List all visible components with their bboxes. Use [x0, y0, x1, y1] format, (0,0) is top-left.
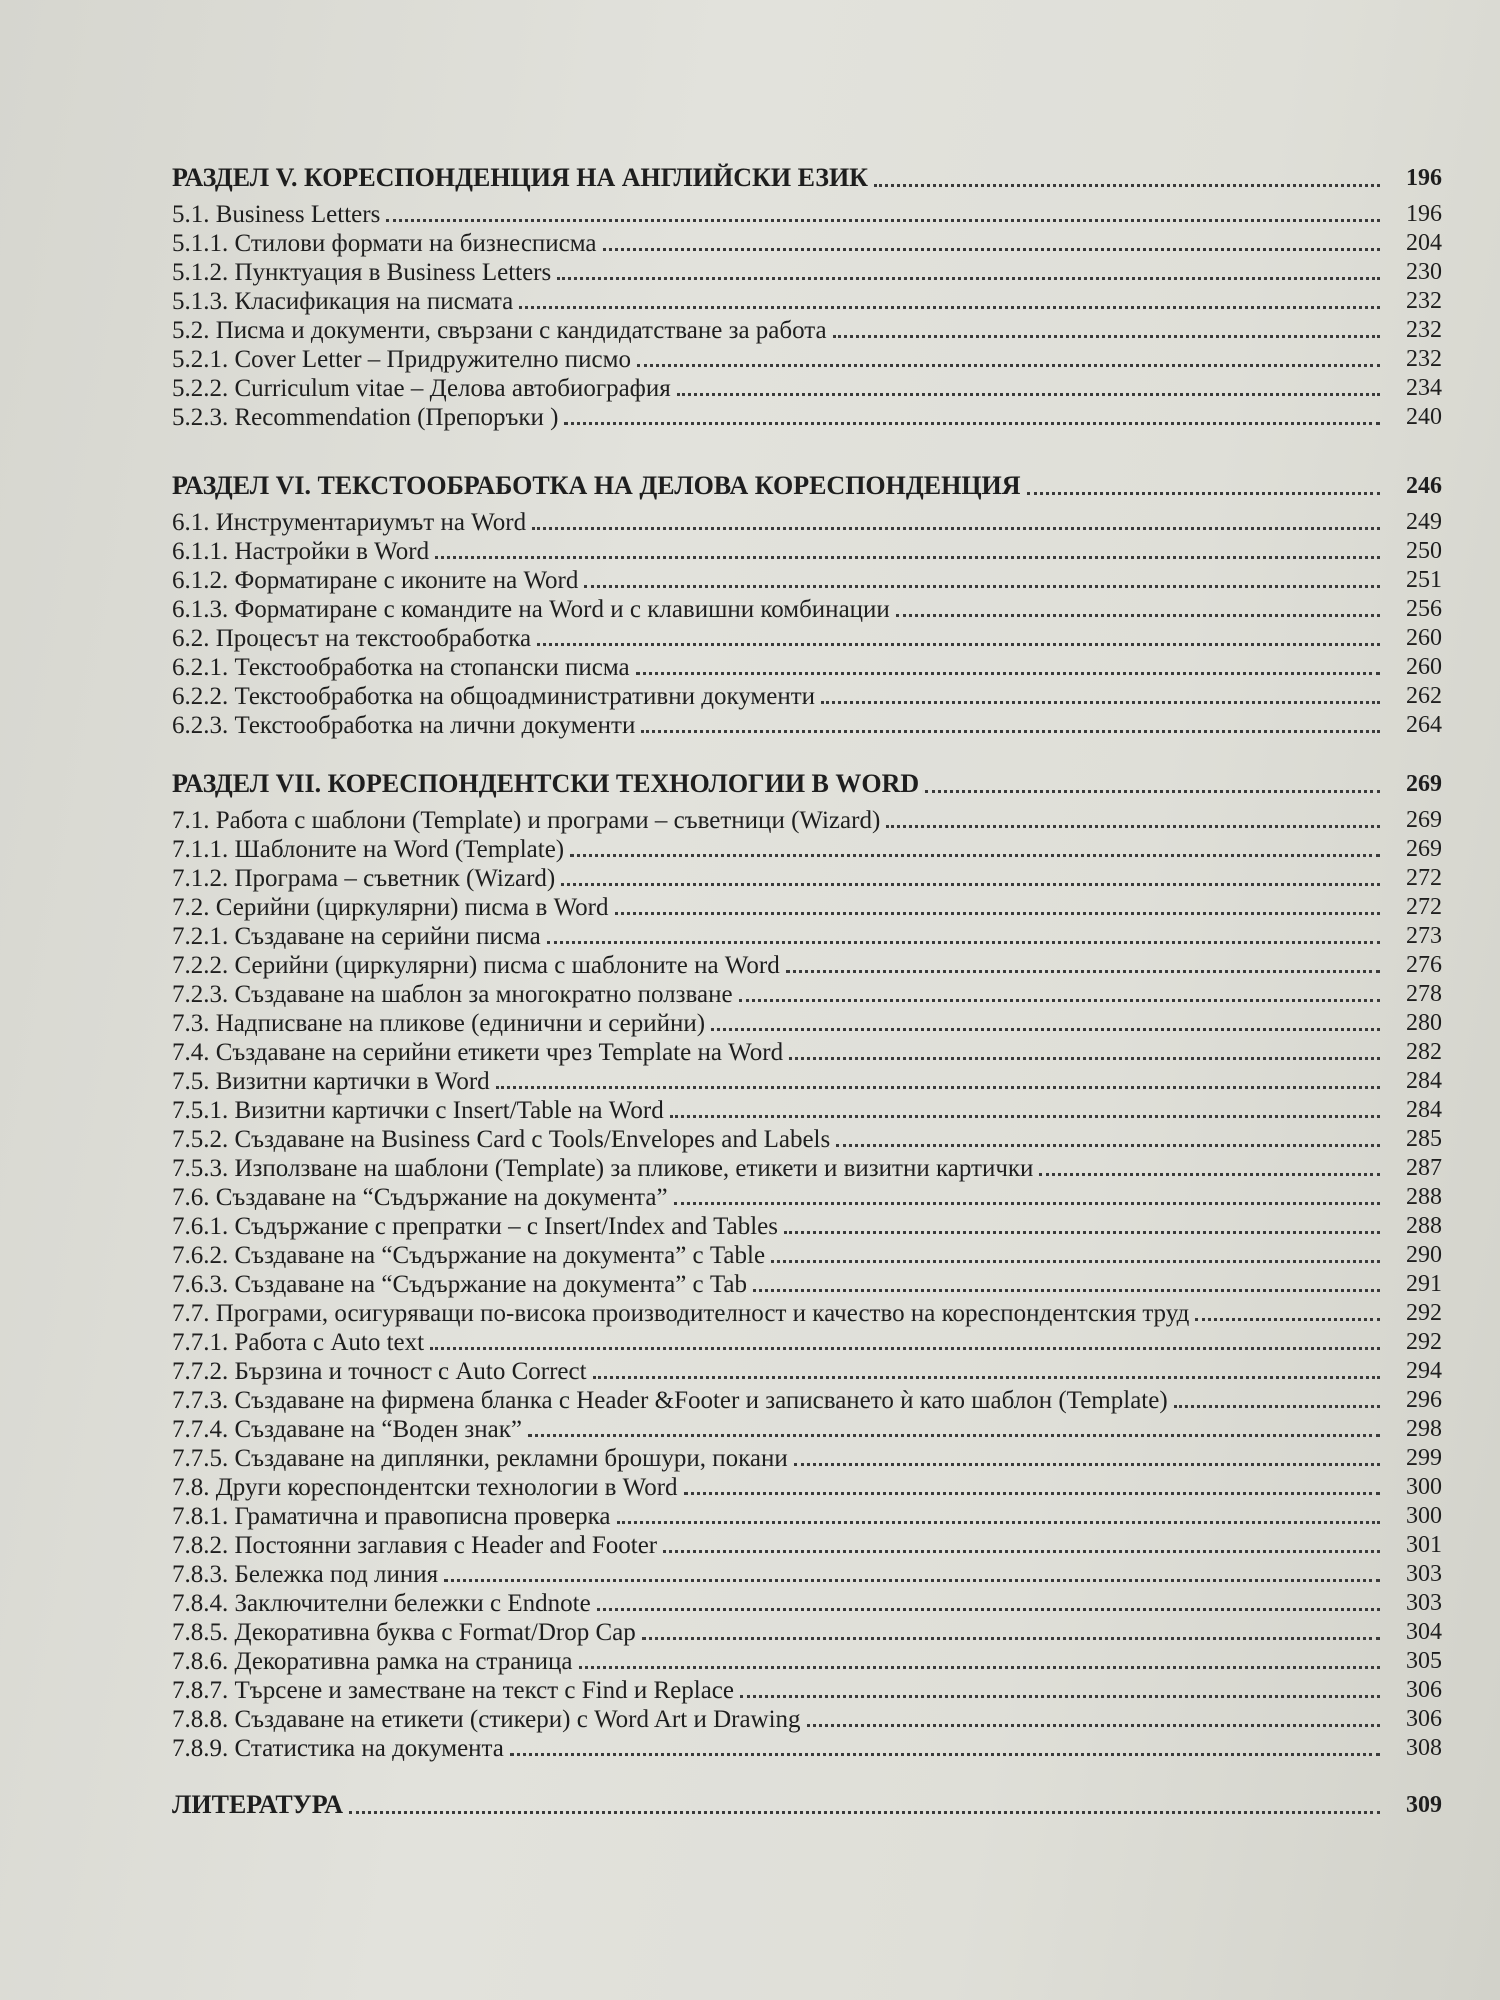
- toc-entry-title: 6.1.3. Форматиране с командите на Word и с клавишни комбинации: [172, 596, 890, 623]
- toc-entry-title: 7.7.2. Бързина и точност с Auto Correct: [172, 1358, 587, 1385]
- toc-entry: [172, 200, 1442, 229]
- toc-entry-title: РАЗДЕЛ V. КОРЕСПОНДЕНЦИЯ НА АНГЛИЙСКИ ЕЗИК: [172, 163, 869, 192]
- toc-entry: [172, 864, 1442, 893]
- toc-page-number: 294: [1406, 1358, 1442, 1384]
- toc-page-number: 303: [1406, 1561, 1442, 1587]
- toc-page-number: 260: [1406, 654, 1442, 680]
- dot-leader: [786, 970, 1380, 973]
- toc-entry-title: 7.7. Програми, осигуряващи по-висока производителност и качество на кореспондентския труд: [172, 1300, 1190, 1327]
- toc-entry: [172, 1096, 1442, 1125]
- toc-page-number: 250: [1406, 538, 1442, 564]
- toc-entry-title: 5.2.2. Curriculum vitae – Делова автобиография: [172, 375, 671, 402]
- toc-entry: [172, 806, 1442, 835]
- toc-entry-title: РАЗДЕЛ VII. КОРЕСПОНДЕНТСКИ ТЕХНОЛОГИИ В WORD: [172, 769, 920, 798]
- toc-page-number: 246: [1406, 473, 1442, 499]
- toc-entry-title: 5.2.1. Cover Letter – Придружително писмо: [172, 346, 631, 373]
- toc-entry: [172, 1125, 1442, 1154]
- dot-leader: [1195, 1318, 1380, 1321]
- toc-section-heading: [172, 150, 1442, 200]
- toc-entry: [172, 374, 1442, 403]
- dot-leader: [684, 1492, 1380, 1495]
- toc-page-number: 288: [1406, 1184, 1442, 1210]
- toc-page-number: 306: [1406, 1677, 1442, 1703]
- toc-entry: [172, 980, 1442, 1009]
- toc-entry-title: 7.6.3. Създаване на “Съдържание на документа” с Tab: [172, 1271, 748, 1298]
- toc-page-number: 251: [1406, 567, 1442, 593]
- toc-section: [172, 756, 1442, 1763]
- toc-entry-title: 7.5.3. Използване на шаблони (Template) за пликове, етикети и визитни картички: [172, 1155, 1034, 1182]
- dot-leader: [642, 1637, 1380, 1640]
- dot-leader: [670, 1115, 1380, 1118]
- toc-entry: [172, 595, 1442, 624]
- toc-page-number: 196: [1406, 201, 1442, 227]
- toc-page-number: 276: [1406, 952, 1442, 978]
- toc-entry-title: 5.1.3. Класификация на писмата: [172, 288, 514, 315]
- toc-entry-title: 7.8.9. Статистика на документа: [172, 1735, 504, 1762]
- toc-page-number: 291: [1406, 1271, 1442, 1297]
- dot-leader: [617, 1521, 1381, 1524]
- toc-entry-title: 7.8.8. Създаване на етикети (стикери) с Word Art и Drawing: [172, 1706, 801, 1733]
- toc-page-number: 300: [1406, 1474, 1442, 1500]
- dot-leader: [570, 854, 1380, 857]
- toc-page-number: 304: [1406, 1619, 1442, 1645]
- toc-entry: [172, 1502, 1442, 1531]
- dot-leader: [1174, 1405, 1380, 1408]
- dot-leader: [711, 1028, 1380, 1031]
- toc-entry-title: 7.8. Други кореспондентски технологии в Word: [172, 1474, 678, 1501]
- toc-section: [172, 150, 1442, 432]
- toc-page-number: 309: [1406, 1792, 1442, 1818]
- dot-leader: [579, 1666, 1380, 1669]
- dot-leader: [537, 643, 1380, 646]
- toc-entry-title: 6.1. Инструментариумът на Word: [172, 509, 527, 536]
- toc-page-number: 298: [1406, 1416, 1442, 1442]
- dot-leader: [557, 277, 1380, 280]
- toc-entry: [172, 258, 1442, 287]
- toc-entry: [172, 1212, 1442, 1241]
- toc-entry-title: 7.4. Създаване на серийни етикети чрез Template на Word: [172, 1039, 784, 1066]
- toc-entry-title: 6.1.1. Настройки в Word: [172, 538, 430, 565]
- toc-page-number: 269: [1406, 771, 1442, 797]
- toc-entry: [172, 1270, 1442, 1299]
- dot-leader: [674, 1202, 1380, 1205]
- toc-entry: [172, 1560, 1442, 1589]
- toc-page-number: 204: [1406, 230, 1442, 256]
- toc-entry: [172, 951, 1442, 980]
- toc-entry: [172, 1386, 1442, 1415]
- dot-leader: [771, 1260, 1380, 1263]
- toc-page-number: 301: [1406, 1532, 1442, 1558]
- toc-entry-title: 6.2. Процесът на текстообработка: [172, 625, 532, 652]
- toc-entry: [172, 537, 1442, 566]
- toc-page-number: 285: [1406, 1126, 1442, 1152]
- toc-entry-title: 7.2. Серийни (циркулярни) писма в Word: [172, 894, 609, 921]
- dot-leader: [435, 556, 1380, 559]
- toc-entry-title: 5.2. Писма и документи, свързани с кандидатстване за работа: [172, 317, 827, 344]
- toc-entry: [172, 1328, 1442, 1357]
- toc-entry: [172, 1241, 1442, 1270]
- toc-page-number: 296: [1406, 1387, 1442, 1413]
- dot-leader: [496, 1086, 1380, 1089]
- toc-page-number: 230: [1406, 259, 1442, 285]
- toc-page-number: 262: [1406, 683, 1442, 709]
- toc-entry: [172, 1183, 1442, 1212]
- dot-leader: [636, 672, 1380, 675]
- toc-section-heading: [172, 756, 1442, 806]
- dot-leader: [739, 999, 1380, 1002]
- toc-entry-title: 7.7.5. Създаване на диплянки, рекламни брошури, покани: [172, 1445, 788, 1472]
- toc-entry-title: 7.1.1. Шаблоните на Word (Template): [172, 836, 565, 863]
- dot-leader: [807, 1724, 1380, 1727]
- dot-leader: [532, 527, 1380, 530]
- toc-entry: [172, 1009, 1442, 1038]
- table-of-contents: [172, 150, 1442, 1827]
- toc-entry: [172, 893, 1442, 922]
- toc-entry-title: 7.5. Визитни картички в Word: [172, 1068, 490, 1095]
- toc-entry-title: 7.6.1. Съдържание с препратки – с Insert/Index and Tables: [172, 1213, 778, 1240]
- dot-leader: [794, 1463, 1380, 1466]
- dot-leader: [510, 1753, 1380, 1756]
- toc-entry-title: 7.8.4. Заключителни бележки с Endnote: [172, 1590, 591, 1617]
- dot-leader: [1027, 492, 1380, 495]
- toc-entry-title: 7.1.2. Програма – съветник (Wizard): [172, 865, 556, 892]
- toc-page-number: 196: [1406, 165, 1442, 191]
- dot-leader: [593, 1376, 1380, 1379]
- dot-leader: [430, 1347, 1380, 1350]
- toc-entry-title: 7.1. Работа с шаблони (Template) и програми – съветници (Wizard): [172, 807, 881, 834]
- toc-entry: [172, 403, 1442, 432]
- toc-entry: [172, 1734, 1442, 1763]
- toc-entry-title: ЛИТЕРАТУРА: [172, 1790, 344, 1819]
- toc-entry: [172, 566, 1442, 595]
- toc-entry: [172, 229, 1442, 258]
- toc-page-number: 264: [1406, 712, 1442, 738]
- toc-page-number: 284: [1406, 1097, 1442, 1123]
- toc-entry: [172, 1357, 1442, 1386]
- toc-page-number: 234: [1406, 375, 1442, 401]
- toc-page-number: 288: [1406, 1213, 1442, 1239]
- dot-leader: [784, 1231, 1380, 1234]
- toc-entry-title: 7.8.6. Декоративна рамка на страница: [172, 1648, 573, 1675]
- toc-entry: [172, 653, 1442, 682]
- toc-page-number: 256: [1406, 596, 1442, 622]
- dot-leader: [677, 393, 1380, 396]
- dot-leader: [836, 1144, 1380, 1147]
- dot-leader: [663, 1550, 1380, 1553]
- dot-leader: [789, 1057, 1380, 1060]
- toc-entry-title: 5.1.2. Пунктуация в Business Letters: [172, 259, 552, 286]
- toc-entry-title: 6.2.2. Текстообработка на общоадминистративни документи: [172, 683, 816, 710]
- dot-leader: [886, 825, 1380, 828]
- toc-entry: [172, 1473, 1442, 1502]
- toc-page-number: 272: [1406, 894, 1442, 920]
- toc-page-number: 300: [1406, 1503, 1442, 1529]
- toc-entry-title: 6.1.2. Форматиране с иконите на Word: [172, 567, 579, 594]
- dot-leader: [547, 941, 1380, 944]
- toc-section: [172, 458, 1442, 740]
- toc-page-number: 287: [1406, 1155, 1442, 1181]
- toc-entry: [172, 1154, 1442, 1183]
- toc-page-number: 260: [1406, 625, 1442, 651]
- toc-page-number: 292: [1406, 1300, 1442, 1326]
- toc-entry-title: 7.8.1. Граматична и правописна проверка: [172, 1503, 611, 1530]
- toc-entry: [172, 1444, 1442, 1473]
- toc-page-number: 306: [1406, 1706, 1442, 1732]
- toc-page-number: 249: [1406, 509, 1442, 535]
- toc-entry: [172, 1038, 1442, 1067]
- toc-entry: [172, 624, 1442, 653]
- toc-page-number: 305: [1406, 1648, 1442, 1674]
- dot-leader: [597, 1608, 1380, 1611]
- toc-entry-title: РАЗДЕЛ VI. ТЕКСТООБРАБОТКА НА ДЕЛОВА КОРЕСПОНДЕНЦИЯ: [172, 471, 1021, 500]
- toc-page-number: 232: [1406, 317, 1442, 343]
- toc-section: [172, 1777, 1442, 1827]
- toc-entry-title: 5.2.3. Recommendation (Препоръки ): [172, 404, 559, 431]
- dot-leader: [925, 790, 1380, 793]
- toc-entry-title: 7.2.1. Създаване на серийни писма: [172, 923, 541, 950]
- toc-entry-title: 7.7.3. Създаване на фирмена бланка с Header &Footer и записването ѝ като шаблон (Template): [172, 1387, 1168, 1414]
- toc-entry-title: 7.2.3. Създаване на шаблон за многократно ползване: [172, 981, 733, 1008]
- toc-entry-title: 5.1.1. Стилови формати на бизнесписма: [172, 230, 597, 257]
- toc-entry-title: 6.2.1. Текстообработка на стопански писма: [172, 654, 630, 681]
- dot-leader: [349, 1811, 1380, 1814]
- toc-page-number: 269: [1406, 836, 1442, 862]
- toc-entry-title: 7.7.4. Създаване на “Воден знак”: [172, 1416, 522, 1443]
- dot-leader: [584, 585, 1380, 588]
- toc-entry: [172, 508, 1442, 537]
- toc-entry-title: 7.6. Създаване на “Съдържание на документа”: [172, 1184, 668, 1211]
- toc-page-number: 278: [1406, 981, 1442, 1007]
- toc-entry-title: 7.8.7. Търсене и заместване на текст с Find и Replace: [172, 1677, 734, 1704]
- dot-leader: [615, 912, 1381, 915]
- toc-entry: [172, 1676, 1442, 1705]
- toc-entry: [172, 1618, 1442, 1647]
- dot-leader: [1039, 1173, 1380, 1176]
- toc-entry-title: 5.1. Business Letters: [172, 201, 381, 228]
- toc-entry-title: 6.2.3. Текстообработка на лични документи: [172, 712, 636, 739]
- dot-leader: [528, 1434, 1380, 1437]
- toc-entry-title: 7.5.2. Създаване на Business Card с Tools/Envelopes and Labels: [172, 1126, 831, 1153]
- toc-page-number: 308: [1406, 1735, 1442, 1761]
- dot-leader: [444, 1579, 1380, 1582]
- toc-entry: [172, 1067, 1442, 1096]
- toc-entry: [172, 1705, 1442, 1734]
- dot-leader: [896, 614, 1380, 617]
- toc-entry: [172, 316, 1442, 345]
- toc-entry-title: 7.5.1. Визитни картички с Insert/Table на Word: [172, 1097, 664, 1124]
- toc-entry-title: 7.8.3. Бележка под линия: [172, 1561, 439, 1588]
- toc-entry: [172, 1415, 1442, 1444]
- toc-entry-title: 7.8.2. Постоянни заглавия с Header and Footer: [172, 1532, 658, 1559]
- toc-entry-title: 7.8.5. Декоративна буква с Format/Drop Cap: [172, 1619, 636, 1646]
- toc-page-number: 284: [1406, 1068, 1442, 1094]
- dot-leader: [564, 422, 1380, 425]
- toc-page-number: 232: [1406, 346, 1442, 372]
- toc-section-heading: [172, 458, 1442, 508]
- toc-page-number: 290: [1406, 1242, 1442, 1268]
- dot-leader: [833, 335, 1380, 338]
- dot-leader: [740, 1695, 1380, 1698]
- toc-entry-title: 7.3. Надписване на пликове (единични и серийни): [172, 1010, 706, 1037]
- toc-entry: [172, 711, 1442, 740]
- toc-entry: [172, 1299, 1442, 1328]
- dot-leader: [386, 219, 1380, 222]
- toc-entry-title: 7.6.2. Създаване на “Съдържание на документа” с Table: [172, 1242, 766, 1269]
- toc-page-number: 280: [1406, 1010, 1442, 1036]
- toc-page-number: 269: [1406, 807, 1442, 833]
- toc-entry: [172, 835, 1442, 864]
- dot-leader: [519, 306, 1380, 309]
- toc-page-number: 240: [1406, 404, 1442, 430]
- dot-leader: [753, 1289, 1380, 1292]
- toc-page-number: 292: [1406, 1329, 1442, 1355]
- toc-page-number: 303: [1406, 1590, 1442, 1616]
- toc-entry: [172, 682, 1442, 711]
- toc-entry: [172, 922, 1442, 951]
- dot-leader: [637, 364, 1380, 367]
- toc-page-number: 232: [1406, 288, 1442, 314]
- toc-entry-title: 7.2.2. Серийни (циркулярни) писма с шаблоните на Word: [172, 952, 780, 979]
- toc-entry: [172, 1531, 1442, 1560]
- toc-entry-title: 7.7.1. Работа с Auto text: [172, 1329, 425, 1356]
- toc-entry: [172, 345, 1442, 374]
- toc-page-number: 273: [1406, 923, 1442, 949]
- toc-entry: [172, 1647, 1442, 1676]
- dot-leader: [874, 184, 1380, 187]
- dot-leader: [641, 730, 1380, 733]
- toc-entry: [172, 1589, 1442, 1618]
- dot-leader: [821, 701, 1380, 704]
- toc-page-number: 282: [1406, 1039, 1442, 1065]
- toc-entry: [172, 287, 1442, 316]
- toc-page-number: 272: [1406, 865, 1442, 891]
- dot-leader: [561, 883, 1380, 886]
- toc-section-heading: [172, 1777, 1442, 1827]
- toc-page-number: 299: [1406, 1445, 1442, 1471]
- dot-leader: [603, 248, 1380, 251]
